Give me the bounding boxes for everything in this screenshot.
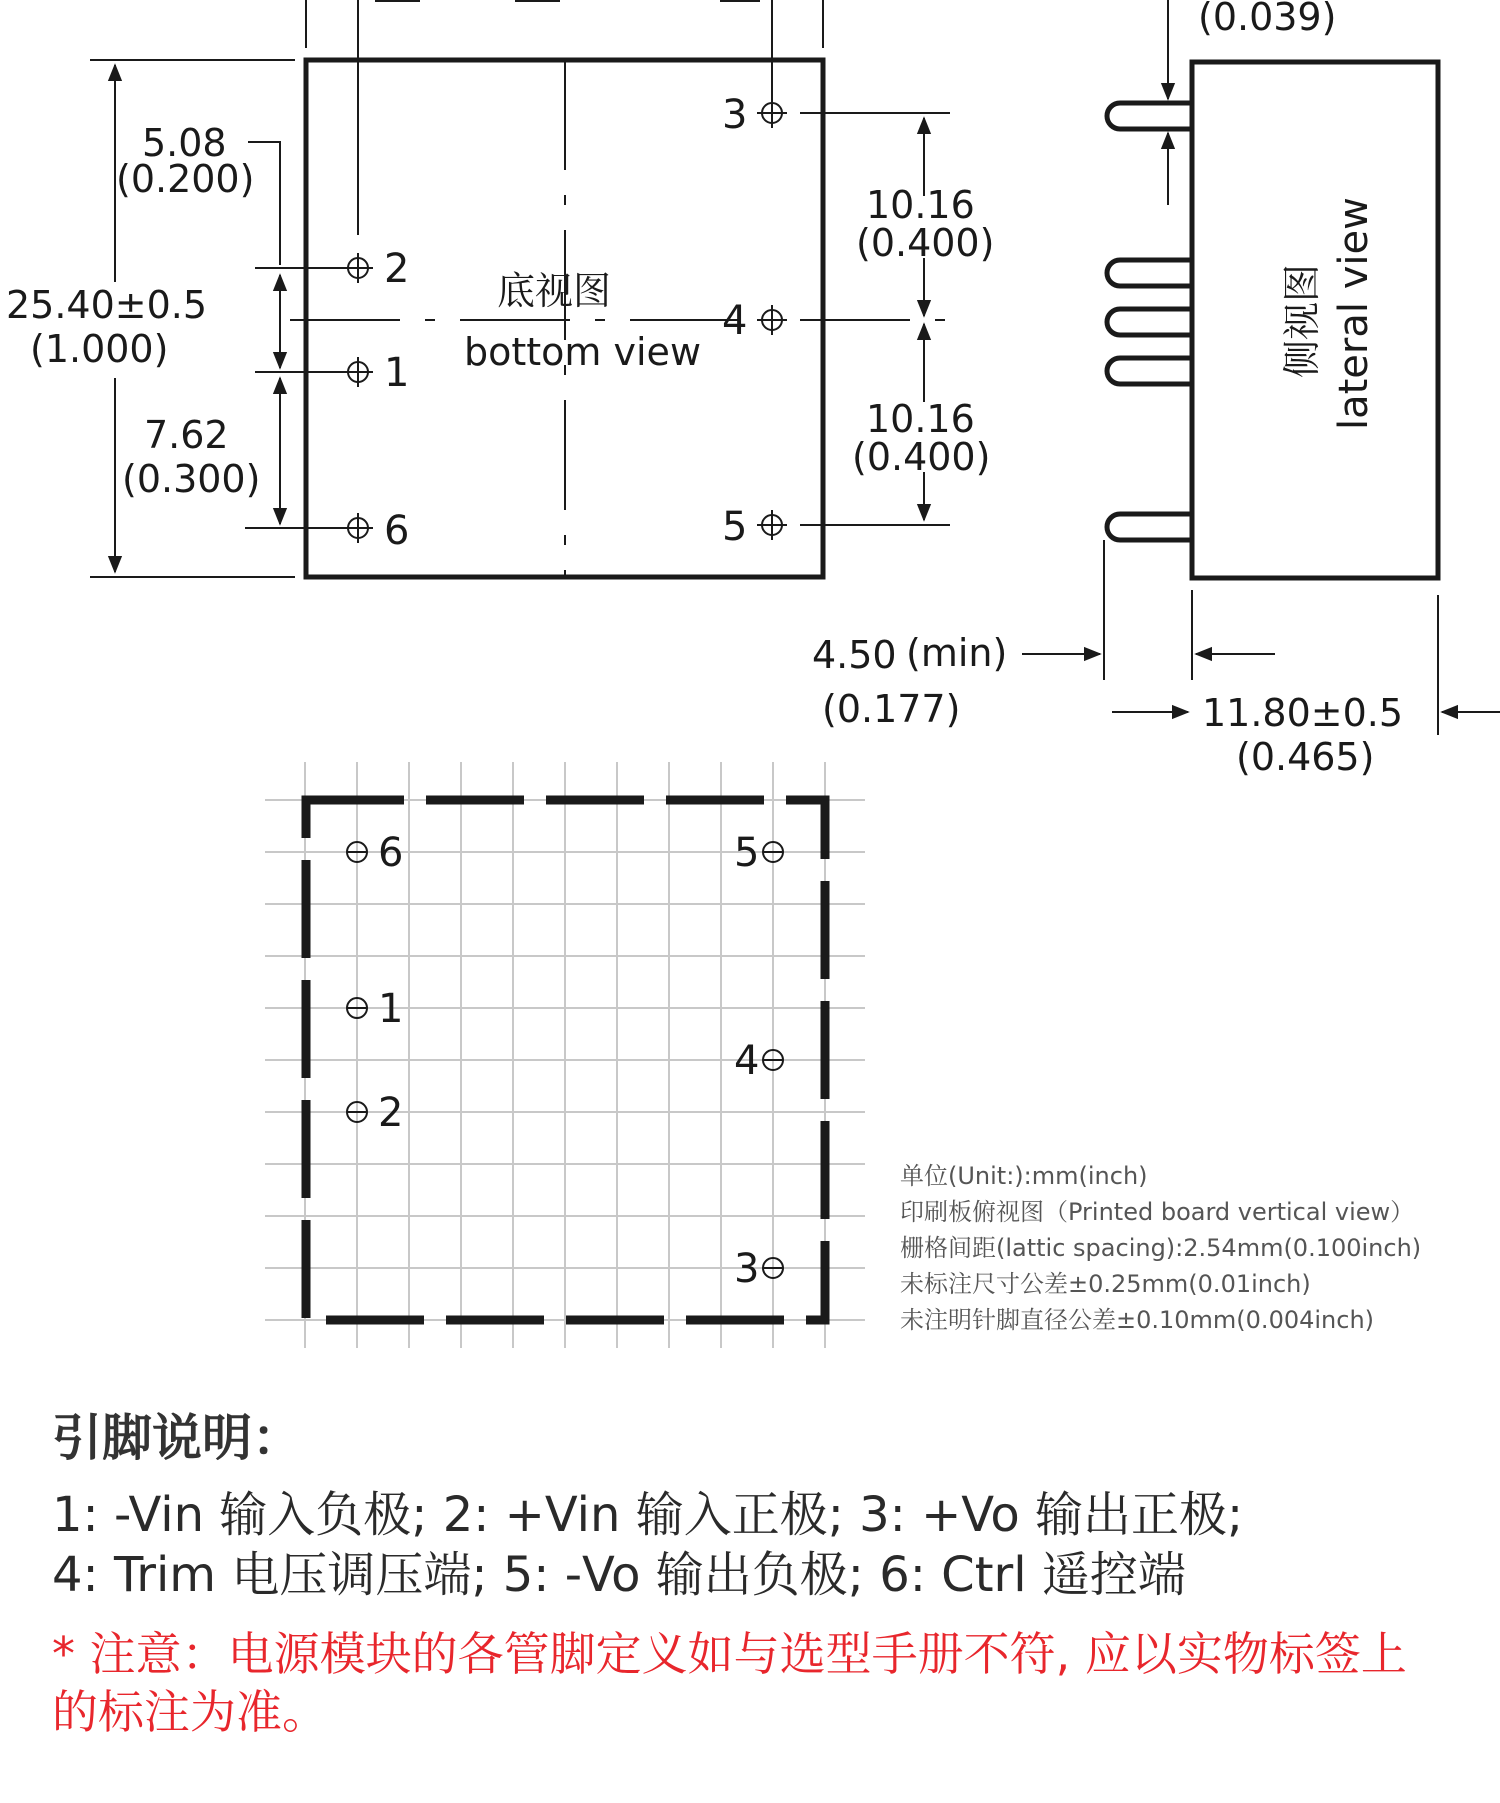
lateral-view-title-en: lateral view [1331, 197, 1377, 430]
dim-7-62-inch: (0.300) [122, 457, 261, 501]
bottom-view-title-cn: 底视图 [497, 269, 612, 313]
dim-5-08: 5.08 [142, 121, 227, 165]
dim-4-50-min: (min) [906, 631, 1008, 675]
pcb-grid [265, 762, 865, 1348]
pcb-pin-5-label: 5 [734, 830, 760, 876]
dim-4-50-inch: (0.177) [822, 687, 961, 731]
pin-description-heading: 引脚说明： [52, 1409, 302, 1467]
pcb-pin-2-label: 2 [378, 1090, 404, 1136]
bottom-pin-3-label: 3 [722, 92, 748, 138]
note-grid-spacing: 栅格间距(lattic spacing):2.54mm(0.100inch) [900, 1234, 1422, 1262]
dim-25-40: 25.40±0.5 [6, 283, 208, 327]
pcb-pin-4-label: 4 [734, 1038, 760, 1084]
dim-10-16-lower-inch: (0.400) [852, 435, 991, 479]
note-dimension-tolerance: 未标注尺寸公差±0.25mm(0.01inch) [900, 1270, 1311, 1298]
lateral-view-title-cn: 侧视图 [1280, 263, 1324, 378]
drawing-notes [900, 1158, 1421, 1338]
pcb-pin-3-label: 3 [734, 1246, 760, 1292]
dim-11-80: 11.80±0.5 [1202, 691, 1404, 735]
pcb-pin-1-label: 1 [378, 986, 404, 1032]
pcb-pin-6-label: 6 [378, 830, 404, 876]
warning-note: * 注意：电源模块的各管脚定义如与选型手册不符, 应以实物标签上的标注为准。 [52, 1627, 1407, 1739]
pin-description-line-2: 4: Trim 电压调压端; 5: -Vo 输出负极; 6: Ctrl 遥控端 [52, 1547, 1186, 1603]
note-pin-diameter-tolerance: 未注明针脚直径公差±0.10mm(0.004inch) [900, 1306, 1375, 1334]
pin-description [52, 1485, 1243, 1605]
bottom-view-title-en: bottom view [464, 330, 702, 374]
dim-11-80-inch: (0.465) [1236, 735, 1375, 779]
bottom-pin-4-label: 4 [722, 298, 748, 344]
note-unit: 单位(Unit:):mm(inch) [900, 1162, 1148, 1190]
lateral-top-dim-inch: (0.039) [1198, 0, 1337, 39]
bottom-pin-2-label: 2 [384, 246, 410, 292]
dim-25-40-inch: (1.000) [30, 327, 169, 371]
note-printed-board: 印刷板俯视图（Printed board vertical view） [900, 1198, 1415, 1226]
dim-10-16-upper: 10.16 [866, 183, 975, 227]
bottom-pin-5-label: 5 [722, 504, 748, 550]
dim-7-62: 7.62 [144, 413, 229, 457]
pin-description-line-1: 1: -Vin 输入负极; 2: +Vin 输入正极; 3: +Vo 输出正极; [52, 1487, 1244, 1543]
bottom-pin-6-label: 6 [384, 508, 410, 554]
dim-4-50: 4.50 [812, 633, 897, 677]
dim-10-16-upper-inch: (0.400) [856, 221, 995, 265]
lateral-view [1022, 0, 1500, 735]
bottom-pin-1-label: 1 [384, 350, 410, 396]
dim-5-08-inch: (0.200) [116, 157, 255, 201]
dim-10-16-lower: 10.16 [866, 397, 975, 441]
